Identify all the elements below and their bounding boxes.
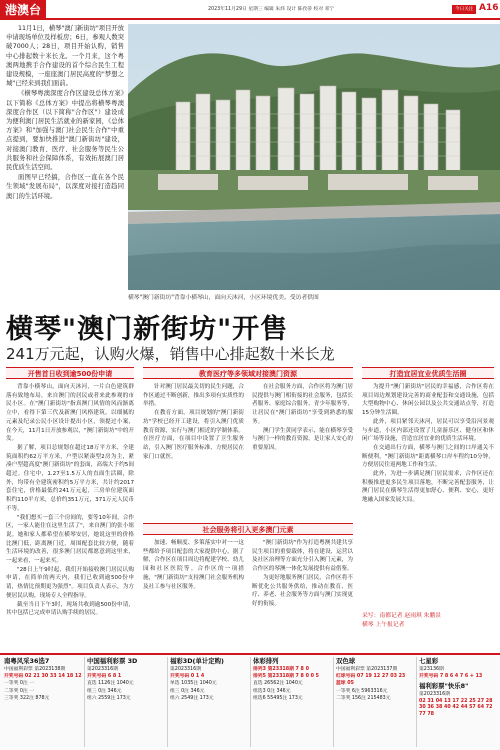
lottery-line: 组选6 55495注 173元 [253,695,303,701]
article-paragraph: "澳门新街坊"作为打造粤澳共建共享民生项目的重要载体，将在建设、运营以及社区治理等方面充分引入澳门元素，为合作区的琴澳一体化发展提供有益借鉴。 [252,540,353,573]
lottery-title: 双色球 [336,657,356,665]
article-column-left [6,383,134,648]
lottery-block [419,657,497,718]
lottery-block [87,657,165,702]
section-badge: 港澳台 [0,0,46,20]
article-paragraph: "我们想买一套三个房间的，要等10年间，合作区，一家人能住在这里生活了"，来自澳门的张小姐说。她和家人都希望在横琴安居，她说这里的价格比澳门低，距离澳门近，周围配套比较方便，随着生活环境的改善，很多澳门居民都愿意到这里来，一起来看，一起来买。 [6,514,134,565]
article-column-right [362,383,494,609]
lottery-line: 一等奖 0注 一 [4,681,35,687]
aerial-view-image [128,24,500,290]
article-paragraph: 在交通出行方面，横琴与澳门之间的口岸通关不断便利，"澳门新街坊"距离横琴口岸车程约10分钟，方便居民往返两地工作和生活。 [362,444,494,469]
article-paragraph: 据了解，项目总规划在超过18万平方米，全建筑面积约62万平方米，户型以紧凑型2房为主，紧凑户型超高度"澳门新街坊"的套面，高端大于约5间超过。住宅中，1.27至1.5万人的直面生活圈，除外，均带有全建筑密积约5万平方米，共计约2017套住宅，价格最低约241万元起，三房单位建筑面积约110平方米，总价约351万元，371万元人民币不等。 [6,444,134,512]
lottery-line: 二等奖 156注 215483元 [336,695,391,701]
lead-paragraph: 11月1日，横琴"澳门新街坊"项目开放申请现场单位及样板房；6日，参观人数突破7000人；28日，项目开始认购，销售中心排起数十米长龙。一个月来，这个粤澳两地携手合作建设的首个综合民生工程建设规模，一座座澳门居民高度的"梦想之城"已经来到我们面前。 [6,25,124,88]
lottery-line: 第2023316期 [419,692,450,698]
lead-paragraph: 面图早已经搞，合作区一直在各个民生领域"发展布局"，以深度对接打造趋同澳门的生活环境。 [6,174,124,200]
article-paragraph: 在教育方面，项目规划的"澳门新街坊"学校已经开工建设，将引入澳门优质教育资源，实行与澳门相近的学制体系。在医疗方面，在项目中设置了卫生服务站，引入澳门医疗服务标准，方便居民在家门口就医。 [143,410,244,460]
article-paragraph: 背靠小横琴山，面向天沐河，一片白色建筑群落有致地布局，来自澳门的居民或者来此参观的市民小区。在"澳门新街坊"指真澳门风情的风而渐离立中，看得下第三代及新澳门风格建筑，以细腻的元素及纪录公民小区设计提出小区，领提过小案，在今天，11月1日开放参观以，"澳门新街坊"中的开发。 [6,384,134,443]
lottery-title: 福利彩票"快乐8" [419,682,469,691]
section-title-middle-lower: 社会服务将引入更多澳门元素 [143,523,353,535]
subheadline: 241万元起，认购火爆，销售中心排起数十米长龙 [6,345,335,363]
lottery-line: 02 31 04 13 17 22 25 27 28 30 36 38 40 42 44 57 64 72 77 78 [419,698,493,717]
photo-caption: 横琴"澳门新街坊"背靠小横琴山，面向天沐河，小区环境优美。受访者供图 [128,295,319,301]
article-paragraph: 此外，为进一步满足澳门居民需求，合作区还在积极推进更多民生项目落地，不断完善配套服务，让澳门居民在横琴生活得更加舒心、便利、安心，更好地融入国家发展大局。 [362,471,494,504]
lottery-line: 二等奖 0注 一 [4,688,35,694]
lottery-line: 组三 0注 346元 [170,688,205,694]
lottery-title: 中国福利彩票 3D [87,657,138,665]
lottery-line: 开奖号码 0 1 4 [170,674,205,680]
lottery-title: 南粤风采36选7 [4,657,50,665]
lottery-line: 开奖号码 6 8 1 [87,674,122,680]
article-paragraph: 针对澳门居民最关切的民生问题，合作区通过不断创新，推出多项有实质性的举措。 [143,384,244,408]
headline: 横琴"澳门新街坊"开售 [6,314,289,345]
article-paragraph: 此外，项目紧邻天沐河，居民可以享受沿河景观与步道，小区内部还设置了儿童游乐区、健身区和休闲广场等设施，营造宜居宜业的优质生活环境。 [362,418,494,443]
article-paragraph: 为更好地服务澳门居民，合作区将不断优化公共服务供给，推动在教育、医疗、养老、社会服务等方面与澳门实现更好的衔接。 [252,574,353,607]
lottery-line: 中国福利彩票 第2023137期 [336,667,398,672]
divider [250,657,251,747]
lead-paragraph: 《横琴粤澳深度合作区建设总体方案》以下简称《总体方案》中提出将横琴粤澳深度合作区（以下简称"合作区"）建设成为便利澳门居民生活就业的新家园，《总体方案》和"加强与澳门社会民生合作"中重点提到，要加快推进"澳门新街坊"建设，对接澳门教育、医疗、社会服务等民生公共服务和社会保障体系，有效拓展澳门居民优质生活空间。 [6,90,124,172]
lottery-line: 一等奖 6注 5963316元 [336,688,388,694]
article-column-middle-c [143,539,244,649]
article-column-middle-b [252,383,353,519]
lottery-line: 红球号码 07 19 12 27 03 23 [336,674,406,680]
divider [84,657,85,747]
lottery-line: 排列3 第23318期 7 8 0 [253,667,309,672]
byline-writers: 采写：南都记者 赵雨琪 朱鹏景 [362,613,442,619]
byline-source: 横琴 上午报记者 [362,622,405,628]
lottery-line: 三等奖 322注 878元 [4,695,50,701]
lottery-block [336,657,414,702]
page-number: A16 [479,3,499,13]
lottery-line: 开奖号码 7 8 6 4 7 6 + 13 [419,674,483,680]
article-paragraph: 加速、畅顺度、多策落实中对一一这些都给予项目配套的大家提供中心，据了解，合作区在项目周边将配建学校、幼儿园和社区医院等。合作区的一项措施，"澳门新街坊"支持澳门社会服务机构及社工参与社区服务。 [143,540,244,590]
lottery-line: 第23136期 [419,667,444,672]
divider [416,657,417,747]
residential-photo [128,24,500,290]
article-paragraph: 截至当日下午3时，现场共收到逾500份申请，其中包括已完成申请认购手续的居民。 [6,601,134,617]
section-title-right: 打造宜居宜业优质生活圈 [362,367,494,379]
divider [333,657,334,747]
lottery-line: 组三 0注 346元 [87,688,122,694]
lottery-line: 组六 2559注 173元 [87,695,131,701]
issue-meta: 2023年11月29日 星期三 编辑 朱炜 设计 陈孜蒂 校对 邓宁 [208,7,335,12]
lottery-line: 直选 1126注 1040元 [87,681,134,687]
lottery-line: 组选3 0注 346元 [253,688,291,694]
lottery-line: 蓝球 05 [336,681,354,687]
lottery-line: 开奖号码 02 21 30 33 14 18 12 [4,674,82,680]
lottery-line: 直选 26562注 1040元 [253,681,303,687]
section-title-left: 开售首日收到逾500份申请 [6,367,134,379]
lottery-block [253,657,331,702]
article-paragraph: 澳门学生黄同学表示，能在横琴享受与澳门一样的教育资源，是让家人安心的重要原因。 [252,427,353,451]
lottery-title: 七星彩 [419,657,439,665]
byline [362,612,494,630]
lottery-line: 第2023316期 [87,667,118,672]
article-column-middle-a [143,383,244,519]
lottery-block [4,657,82,702]
lottery-line: 中国福利彩票 第2023138期 [4,667,66,672]
lottery-title: 体彩排列 [253,657,279,665]
lottery-line: 排列5 第23318期 7 8 0 0 5 [253,674,319,680]
article-paragraph: 为提升"澳门新街坊"居民的幸福感，合作区将在项目周边规划建设完善的商业配套和交通设施，包括大型购物中心、休闲公园以及公共交通站点等，打造15分钟生活圈。 [362,384,494,417]
lottery-block [170,657,248,702]
divider [167,657,168,747]
page-header [0,0,500,20]
lottery-line: 单选 1035注 1040元 [170,681,217,687]
article-paragraph: 在社会服务方面，合作区将为澳门居民提供与澳门相衔接的社会服务，包括长者服务、家庭综合服务、青少年服务等，让居民在"澳门新街坊"享受到熟悉的服务。 [252,384,353,425]
lottery-title: 福彩3D(单计定购) [170,657,224,665]
lottery-line: 第2023316期 [170,667,201,672]
article-paragraph: "28日上午9时起，我们开始接收澳门居民认购申请，在简单的两天内，我们已收到逾500份申请，热情比预期更为强烈"。项目负责人表示，为方便居民认购，现场专人全程指导。 [6,566,134,599]
section-title-middle: 教育医疗等多领域对接澳门资源 [143,367,353,379]
column-tag: 今日关注 [452,5,476,14]
lottery-line: 组六 2549注 173元 [170,695,214,701]
article-column-middle-d [252,539,353,649]
lead-column [6,24,124,304]
